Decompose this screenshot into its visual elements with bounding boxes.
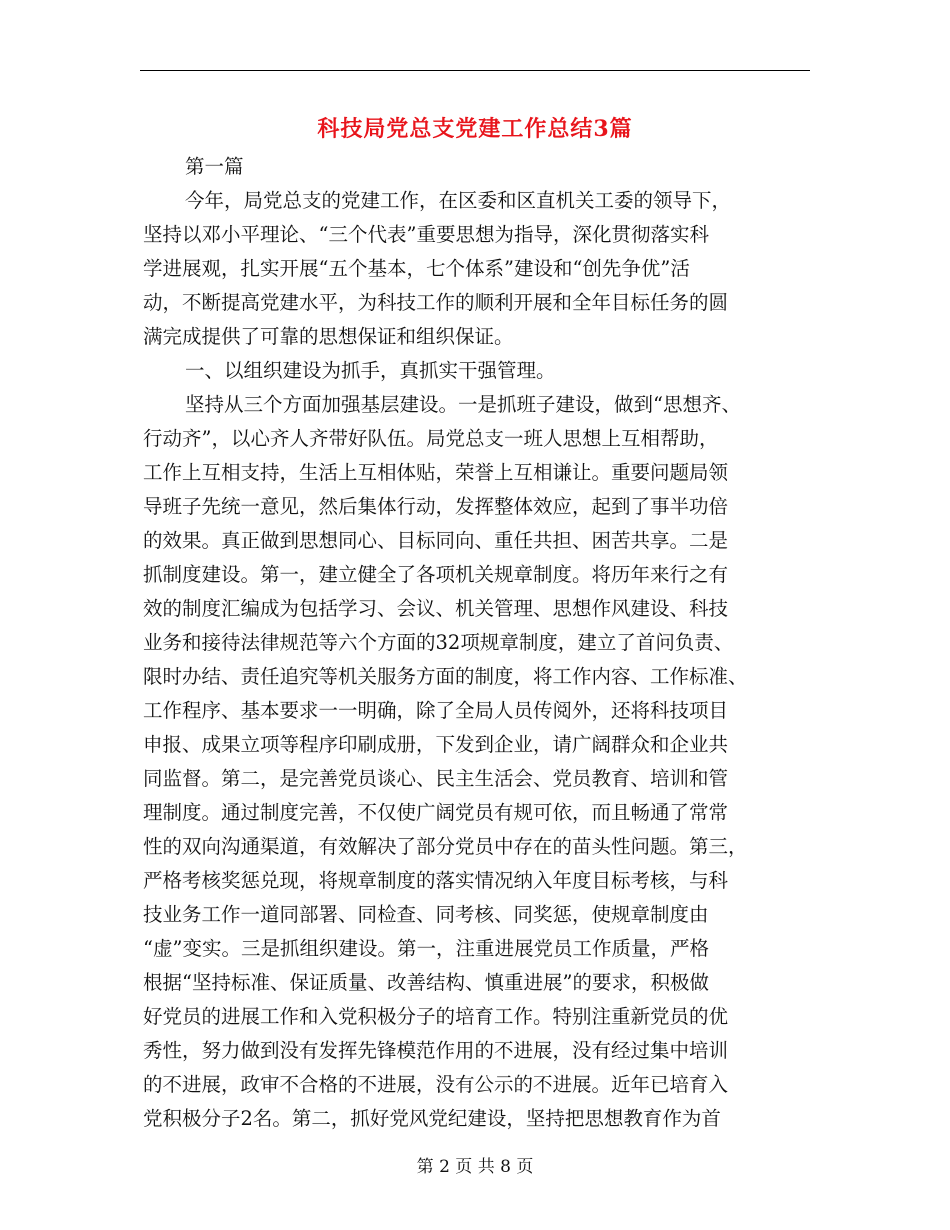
page-number: 第 2 页 共 8 页 xyxy=(416,1157,534,1177)
paragraph-line: 申报、成果立项等程序印刷成册，下发到企业，请广阔群众和企业共 xyxy=(143,733,729,756)
paragraph-line: 业务和接待法律规范等六个方面的32项规章制度，建立了首问负责、 xyxy=(143,631,734,654)
paragraph-line: 效的制度汇编成为包括学习、会议、机关管理、思想作风建设、科技 xyxy=(143,597,729,620)
paragraph-line: 严格考核奖惩兑现，将规章制度的落实情况纳入年度目标考核，与科 xyxy=(143,869,729,892)
paragraph-line: 党积极分子2名。第二，抓好党风党纪建设，坚持把思想教育作为首 xyxy=(143,1107,721,1130)
subsection-heading: 一、以组织建设为抓手，真抓实干强管理。 xyxy=(185,359,556,382)
paragraph-line: 满完成提供了可靠的思想保证和组织保证。 xyxy=(143,325,514,348)
paragraph-line: 限时办结、责任追究等机关服务方面的制度，将工作内容、工作标准、 xyxy=(143,665,748,688)
paragraph-line: 坚持从三个方面加强基层建设。一是抓班子建设，做到“思想齐、 xyxy=(185,393,741,416)
paragraph-line: 抓制度建设。第一，建立健全了各项机关规章制度。将历年来行之有 xyxy=(143,563,729,586)
paragraph-line: 好党员的进展工作和入党积极分子的培育工作。特别注重新党员的优 xyxy=(143,1005,729,1028)
paragraph-line: 理制度。通过制度完善，不仅使广阔党员有规可依，而且畅通了常常 xyxy=(143,801,729,824)
paragraph-line: 今年，局党总支的党建工作，在区委和区直机关工委的领导下， xyxy=(185,189,732,212)
section-heading-first: 第一篇 xyxy=(185,155,244,178)
paragraph-line: “虚”变实。三是抓组织建设。第一，注重进展党员工作质量，严格 xyxy=(143,937,709,960)
paragraph-line: 动，不断提高党建水平，为科技工作的顺利开展和全年目标任务的圆 xyxy=(143,291,729,314)
paragraph-line: 的效果。真正做到思想同心、目标同向、重任共担、困苦共享。二是 xyxy=(143,529,729,552)
paragraph-line: 同监督。第二，是完善党员谈心、民主生活会、党员教育、培训和管 xyxy=(143,767,729,790)
paragraph-line: 秀性，努力做到没有发挥先锋模范作用的不进展，没有经过集中培训 xyxy=(143,1039,729,1062)
paragraph-line: 行动齐”，以心齐人齐带好队伍。局党总支一班人思想上互相帮助， xyxy=(143,427,719,450)
paragraph-line: 坚持以邓小平理论、“三个代表”重要思想为指导，深化贯彻落实科 xyxy=(143,223,709,246)
paragraph-line: 性的双向沟通渠道，有效解决了部分党员中存在的苗头性问题。第三， xyxy=(143,835,748,858)
paragraph-line: 学进展观，扎实开展“五个基本，七个体系”建设和“创先争优”活 xyxy=(143,257,690,280)
paragraph-line: 技业务工作一道同部署、同检查、同考核、同奖惩，使规章制度由 xyxy=(143,903,709,926)
paragraph-line: 根据“坚持标准、保证质量、改善结构、慎重进展”的要求，积极做 xyxy=(143,971,709,994)
paragraph-line: 的不进展，政审不合格的不进展，没有公示的不进展。近年已培育入 xyxy=(143,1073,729,1096)
paragraph-line: 工作程序、基本要求一一明确，除了全局人员传阅外，还将科技项目 xyxy=(143,699,729,722)
paragraph-line: 导班子先统一意见，然后集体行动，发挥整体效应，起到了事半功倍 xyxy=(143,495,729,518)
paragraph-line: 工作上互相支持，生活上互相体贴，荣誉上互相谦让。重要问题局领 xyxy=(143,461,729,484)
header-rule xyxy=(140,70,810,71)
document-body xyxy=(143,150,813,1136)
document-title: 科技局党总支党建工作总结3篇 xyxy=(317,116,633,142)
